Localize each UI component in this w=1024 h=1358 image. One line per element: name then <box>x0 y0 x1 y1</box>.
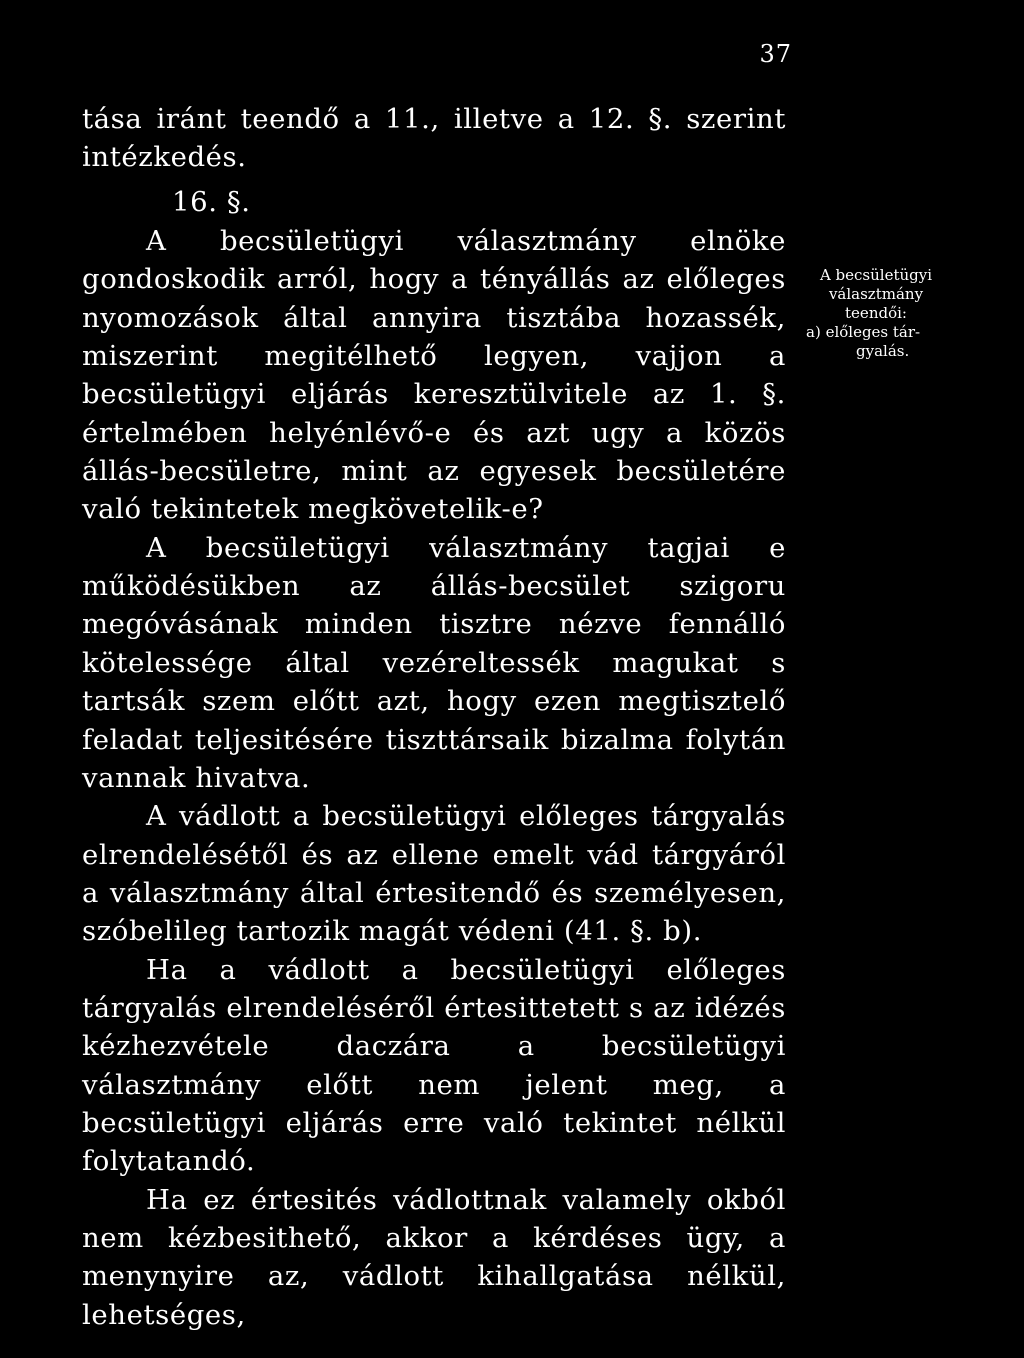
paragraph: A becsületügyi választmány tagjai e működésükben az állás-becsület szigoru megóvásának minden tisztre nézve fennálló kötelessége által vezéreltessék magukat s tartsák szem előtt azt, hogy ezen megtisztelő feladat teljesitésére tiszttársaik bizalma folytán vannak hivatva. <box>82 531 786 794</box>
paragraph: Ha a vádlott a becsületügyi előleges tárgyalás elrendeléséről értesittetett s az idézés kézhezvétele daczára a becsületügyi választmány előtt nem jelent meg, a becsületügyi eljárás erre való tekintet nélkül folytatandó. <box>82 953 786 1178</box>
margin-note-item-continuation: gyalás. <box>856 342 910 360</box>
margin-note <box>800 266 952 361</box>
margin-note-item <box>806 323 952 342</box>
margin-note-item-text: előleges tár- <box>825 323 921 341</box>
page-number: 37 <box>759 40 792 68</box>
paragraph: A becsületügyi választmány elnöke gondoskodik arról, hogy a tényállás az előleges nyomozások által annyira tisztába hozassék, miszerint megitélhető legyen, vajjon a becsületügyi eljárás keresztülvitele az 1. §. értelmében helyénlévő-e és azt ugy a közös állás-becsületre, mint az egyesek becsületére való tekintetek megkövetelik-e? <box>82 225 786 526</box>
section-heading: 16. §. <box>172 185 251 218</box>
paragraph: Ha ez értesités vádlottnak valamely okból nem kézbesithető, akkor a kérdéses ügy, a menynyire az, vádlott kihallgatása nélkül, lehetséges, <box>82 1183 786 1331</box>
margin-note-item-marker: a) <box>806 323 821 341</box>
paragraph: A vádlott a becsületügyi előleges tárgyalás elrendelésétől és az ellene emelt vád tárgyáról a választmány által értesitendő és személyesen, szóbelileg tartozik magát védeni (41. §. b). <box>82 800 786 948</box>
margin-note-heading: A becsületügyi választmány teendői: <box>819 266 933 322</box>
margin-note-list <box>800 323 952 361</box>
body-text <box>82 100 786 1334</box>
paragraph-continuation: tása iránt teendő a 11., illetve a 12. §. szerint intézkedés. <box>82 103 786 174</box>
